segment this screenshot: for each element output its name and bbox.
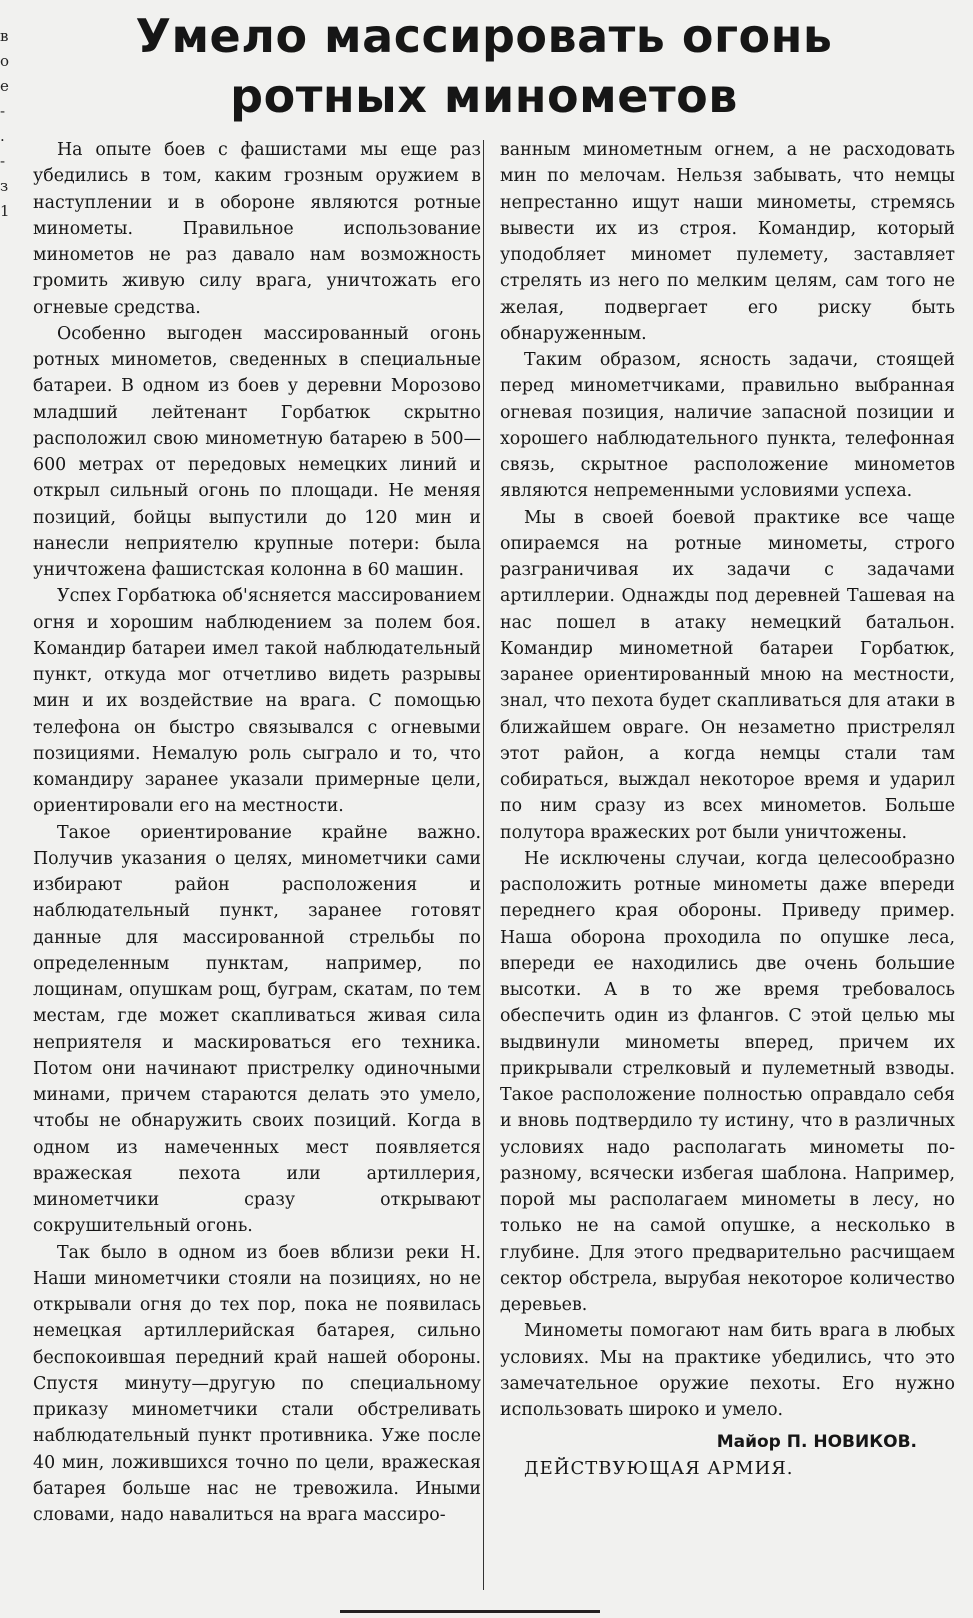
- paragraph: Не исключены случаи, когда целесообразно расположить ротные минометы даже впереди переднего края обороны. Приведу пример. Наша оборона проходила по опушке леса, впереди ее находились две очень большие высотки. А в то же время требовалось обеспечить один из флангов. С этой целью мы выдвинули минометы вперед, причем их прикрывали стрелковый и пулеметный взводы. Такое расположение полностью оправдало себя и вновь подтвердило ту истину, что в различных условиях надо располагать минометы по-разному, всячески избегая шаблона. Например, порой мы располагаем минометы в лесу, но только не на самой опушке, а несколько в глубине. Для этого предварительно расчищаем сектор обстрела, вырубая некоторое количество деревьев.: [500, 848, 955, 1315]
- paragraph: Такое ориентирование крайне важно. Получив указания о целях, минометчики сами избирают район расположения и наблюдательный пункт, заранее готовят данные для массированной стрельбы по определенным пунктам, например, по лощинам, опушкам рощ, буграм, скатам, по тем местам, где может скапливаться живая сила неприятеля и маскироваться его техника. Потом они начинают пристрелку одиночными минами, причем стараются делать это умело, чтобы не обнаружить своих позиций. Когда в одном из намеченных мест появляется вражеская пехота или артиллерия, минометчики сразу открывают сокрушительный огонь.: [33, 822, 481, 1237]
- margin-fragment: е: [0, 77, 9, 95]
- margin-fragment: 1: [0, 202, 10, 220]
- headline-line-2: ротных минометов: [230, 69, 738, 123]
- headline-line-1: Умело массировать огонь: [135, 9, 833, 63]
- paragraph: Мы в своей боевой практике все чаще опираемся на ротные минометы, строго разграничивая их задачи с задачами артиллерии. Однажды под деревней Ташевая на нас пошел в атаку немецкий батальон. Командир минометной батареи Горбатюк, заранее ориентированный мною на местности, знал, что пехота будет скапливаться для атаки в ближайшем овраге. Он незаметно пристрелял этот район, а когда немцы стали там собираться, выждал некоторое время и ударил по ним сразу из всех минометов. Больше полутора вражеских рот были уничтожены.: [500, 507, 955, 843]
- paragraph-continuation: ванным минометным огнем, а не расходовать мин по мелочам. Нельзя забывать, что немцы непрестанно ищут наши минометы, стремясь вывести их из строя. Командир, который уподобляет миномет пулемету, заставляет стрелять из него по мелким целям, сам того не желая, подвергает его риску быть обнаруженным.: [500, 140, 955, 344]
- margin-fragment: .: [0, 127, 5, 145]
- margin-fragment: з: [0, 177, 9, 195]
- article-column-left: [33, 137, 481, 1597]
- paragraph: Таким образом, ясность задачи, стоящей перед минометчиками, правильно выбранная огневая позиция, наличие запасной позиции и хорошего наблюдательного пункта, телефонная связь, скрытное расположение минометов являются непременными условиями успеха.: [500, 350, 955, 502]
- article-column-right: [500, 137, 955, 1597]
- margin-fragment: -: [0, 102, 6, 120]
- dateline: ДЕЙСТВУЮЩАЯ АРМИЯ.: [524, 1457, 794, 1479]
- left-margin-fragments: [0, 24, 9, 224]
- article-headline: [44, 6, 924, 126]
- margin-fragment: о: [0, 52, 10, 70]
- margin-fragment: -: [0, 152, 6, 170]
- paragraph: На опыте боев с фашистами мы еще раз убедились в том, каким грозным оружием в наступлении и в обороне являются ротные минометы. Правильное использование минометов не раз давало нам возможность громить живую силу врага, уничтожать его огневые средства.: [33, 140, 481, 318]
- paragraph: Успех Горбатюка об'ясняется массированием огня и хорошим наблюдением за полем боя. Командир батареи имел такой наблюдательный пункт, откуда мог отчетливо видеть разрывы мин и их воздействие на врага. С помощью телефона он быстро связывался с огневыми позициями. Немалую роль сыграло и то, что командиру заранее указали примерные цели, ориентировали его на местности.: [33, 586, 481, 817]
- paragraph: Особенно выгоден массированный огонь ротных минометов, сведенных в специальные батареи. В одном из боев у деревни Морозово младший лейтенант Горбатюк скрытно расположил свою минометную батарею в 500—600 метрах от передовых немецких линий и открыл сильный огонь по площади. Не меняя позиций, бойцы выпустили до 120 мин и нанесли неприятелю крупные потери: была уничтожена фашистская колонна в 60 машин.: [33, 323, 481, 580]
- paragraph: Так было в одном из боев вблизи реки Н. Наши минометчики стояли на позициях, но не открывали огня до тех пор, пока не появилась немецкая артиллерийская батарея, сильно беспокоившая передний край нашей обороны. Спустя минуту—другую по специальному приказу минометчики стали обстреливать наблюдательный пункт противника. Уже после 40 мин, ложившихся точно по цели, вражеская батарея больше нас не тревожила. Иными словами, надо навалиться на врага массиро-: [33, 1242, 481, 1525]
- author-signature: Майор П. НОВИКОВ.: [716, 1432, 917, 1453]
- margin-fragment: в: [0, 27, 9, 45]
- paragraph: Минометы помогают нам бить врага в любых условиях. Мы на практике убедились, что это замечательное оружие пехоты. Его нужно использовать широко и умело.: [500, 1321, 955, 1420]
- column-divider: [483, 140, 484, 1590]
- bottom-rule: [340, 1610, 600, 1613]
